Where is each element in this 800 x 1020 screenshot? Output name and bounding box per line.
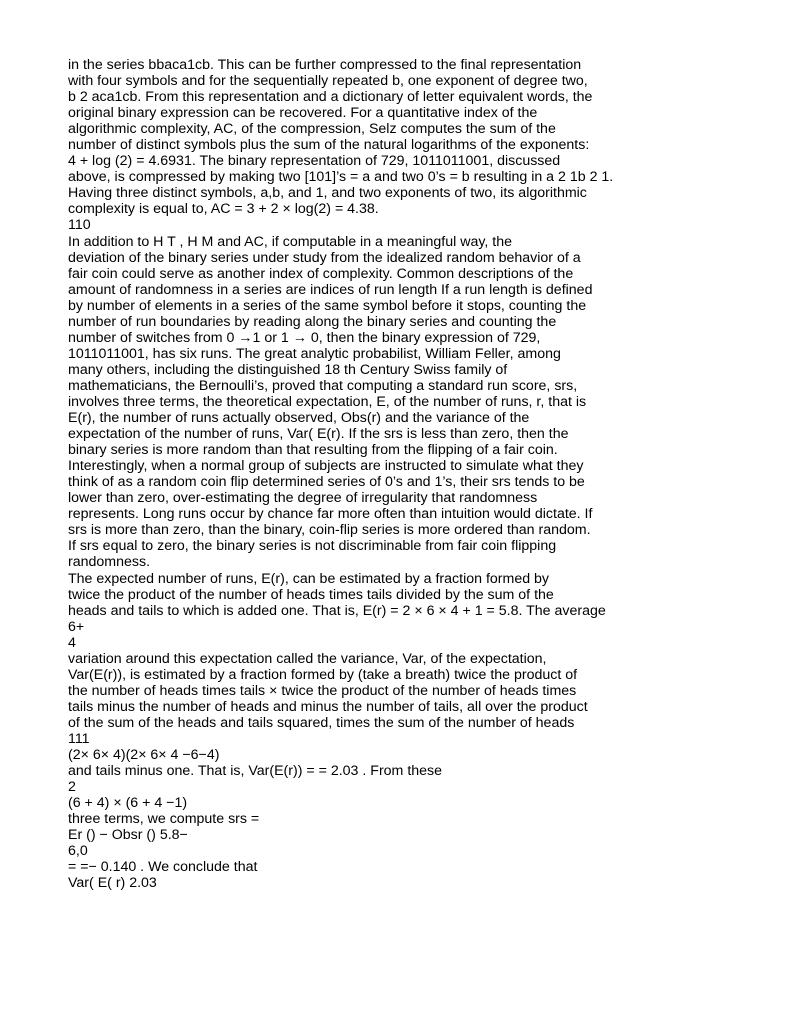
text-line: heads and tails to which is added one. That is, E(r) = 2 × 6 × 4 + 1 = 5.8. The average (68, 602, 606, 619)
text-line: E(r), the number of runs actually observed, Obs(r) and the variance of the (68, 410, 530, 427)
text-line: of the sum of the heads and tails squared, times the sum of the number of heads (68, 714, 575, 731)
formula-fragment: 2 (68, 779, 76, 796)
text-line: = =− 0.140 . We conclude that (68, 859, 258, 876)
text-line: in the series bbaca1cb. This can be further compressed to the final representation (68, 57, 582, 73)
text-line: by number of elements in a series of the same symbol before it stops, counting the (68, 297, 587, 314)
text-line: original binary expression can be recovered. For a quantitative index of the (68, 105, 538, 122)
text-line: twice the product of the number of heads times tails divided by the sum of the (68, 586, 554, 603)
text-line: In addition to H T , H M and AC, if computable in a meaningful way, the (68, 233, 512, 250)
text-line: with four symbols and for the sequentially repeated b, one exponent of degree two, (68, 73, 588, 90)
text-line: complexity is equal to, AC = 3 + 2 × log(2) = 4.38. (68, 201, 379, 218)
formula-fragment: Er () − Obsr () 5.8− (68, 827, 188, 844)
page-number: 110 (68, 217, 91, 234)
text-line: expectation of the number of runs, Var( E(r). If the srs is less than zero, then the (68, 426, 569, 443)
text-line: three terms, we compute srs = (68, 811, 260, 828)
formula-fragment: Var( E( r) 2.03 (68, 875, 157, 892)
formula-fragment: (6 + 4) × (6 + 4 −1) (68, 795, 188, 812)
text-line: 4 + log (2) = 4.6931. The binary representation of 729, 1011011001, discussed (68, 153, 561, 170)
text-line: represents. Long runs occur by chance far more often than intuition would dictate. If (68, 506, 593, 523)
page-number: 111 (68, 730, 90, 747)
text-line: above, is compressed by making two [101]’s = a and two 0’s = b resulting in a 2 1b 2 1. (68, 169, 614, 186)
text-line: srs is more than zero, than the binary, coin-flip series is more ordered than random. (68, 522, 591, 539)
text-line: Having three distinct symbols, a,b, and 1, and two exponents of two, its algorithmic (68, 185, 587, 202)
text-line: Var(E(r)), is estimated by a fraction formed by (take a breath) twice the product of (68, 666, 578, 683)
formula-fragment: 6,0 (68, 843, 88, 860)
text-line: variation around this expectation called the variance, Var, of the expectation, (68, 650, 547, 667)
text-line: randomness. (68, 554, 151, 571)
text-line: 1011011001, has six runs. The great analytic probabilist, William Feller, among (68, 345, 561, 362)
text-line: and tails minus one. That is, Var(E(r)) = = 2.03 . From these (68, 763, 443, 780)
formula-fragment: 4 (68, 634, 76, 651)
text-line: number of distinct symbols plus the sum of the natural logarithms of the exponents: (68, 137, 590, 154)
text-line: involves three terms, the theoretical expectation, E, of the number of runs, r, that is (68, 393, 587, 410)
text-line: mathematicians, the Bernoulli’s, proved that computing a standard run score, srs, (68, 377, 578, 394)
formula-fragment: 6+ (68, 618, 85, 635)
text-line: amount of randomness in a series are indices of run length If a run length is defined (68, 281, 593, 298)
text-line: deviation of the binary series under study from the idealized random behavior of a (68, 249, 581, 266)
text-line: tails minus the number of heads and minus the number of tails, all over the product (68, 698, 588, 715)
text-line: Interestingly, when a normal group of subjects are instructed to simulate what they (68, 458, 584, 475)
formula-fragment: (2× 6× 4)(2× 6× 4 −6−4) (68, 747, 220, 764)
text-line: lower than zero, over-estimating the degree of irregularity that randomness (68, 490, 538, 507)
text-line: many others, including the distinguished 18 th Century Swiss family of (68, 361, 508, 378)
text-line: algorithmic complexity, AC, of the compression, Selz computes the sum of the (68, 121, 556, 138)
text-line: fair coin could serve as another index of complexity. Common descriptions of the (68, 265, 574, 282)
text-line: the number of heads times tails × twice the product of the number of heads times (68, 682, 577, 699)
text-line: binary series is more random than that resulting from the flipping of a fair coin. (68, 442, 558, 459)
text-line: b 2 aca1cb. From this representation and a dictionary of letter equivalent words, the (68, 89, 593, 106)
text-line: think of as a random coin flip determined series of 0’s and 1’s, their srs tends to be (68, 474, 585, 491)
document-page (68, 57, 768, 891)
text-line: number of switches from 0 →1 or 1 → 0, then the binary expression of 729, (68, 329, 541, 346)
text-line: The expected number of runs, E(r), can be estimated by a fraction formed by (68, 570, 550, 587)
text-line: number of run boundaries by reading along the binary series and counting the (68, 313, 557, 330)
text-line: If srs equal to zero, the binary series is not discriminable from fair coin flipping (68, 538, 557, 555)
